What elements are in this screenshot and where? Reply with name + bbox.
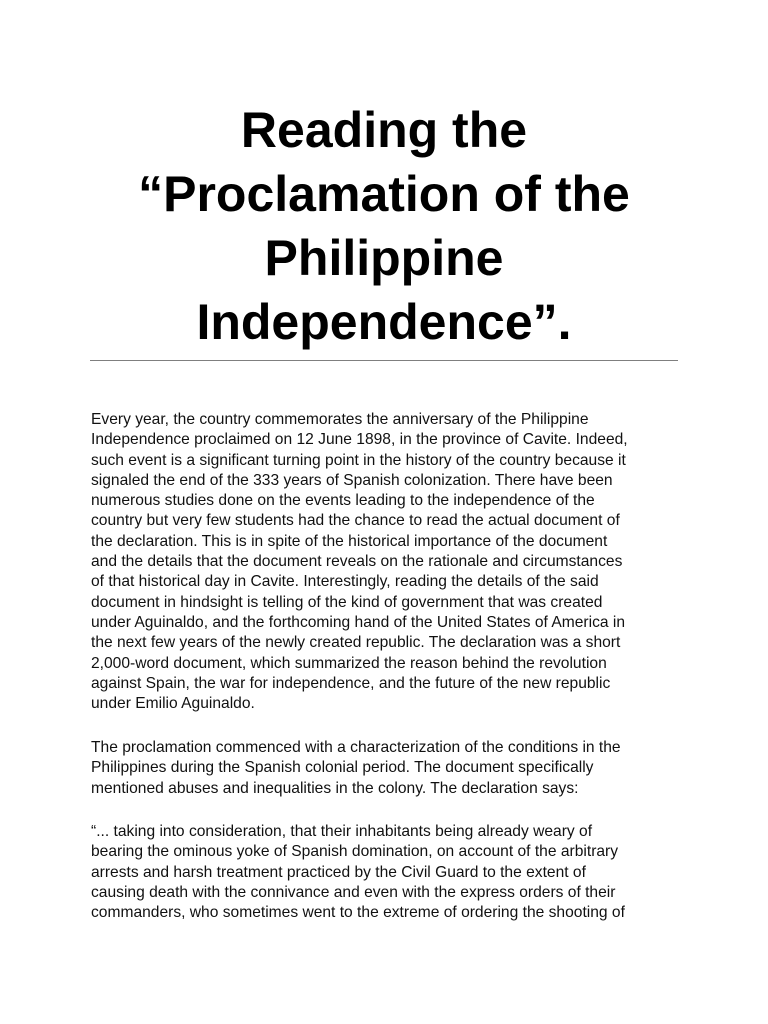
title-line: Independence”. [196, 294, 572, 350]
text-line: The proclamation commenced with a characterization of the conditions in the [91, 739, 621, 756]
text-line: bearing the ominous yoke of Spanish domination, on account of the arbitrary [91, 843, 619, 861]
text-line: Philippines during the Spanish colonial period. The document specifically [91, 759, 594, 777]
paragraph-quote [91, 822, 681, 923]
text-line: of that historical day in Cavite. Interestingly, reading the details of the said [91, 573, 599, 591]
text-line: “... taking into consideration, that their inhabitants being already weary of [91, 823, 593, 840]
text-line: mentioned abuses and inequalities in the colony. The declaration says: [91, 779, 579, 797]
text-line: under Emilio Aguinaldo. [91, 695, 255, 713]
text-line: against Spain, the war for independence, and the future of the new republic [91, 674, 611, 692]
text-line: causing death with the connivance and even with the express orders of their [91, 883, 616, 901]
text-line: signaled the end of the 333 years of Spanish colonization. There have been [91, 471, 613, 489]
text-line: under Aguinaldo, and the forthcoming hand of the United States of America in [91, 613, 626, 631]
text-line: country but very few students had the chance to read the actual document of [91, 512, 620, 530]
text-line: 2,000-word document, which summarized the reason behind the revolution [91, 654, 607, 672]
text-line: document in hindsight is telling of the kind of government that was created [91, 593, 603, 611]
text-line: and the details that the document reveals on the rationale and circumstances [91, 553, 623, 571]
page-title [90, 98, 678, 354]
paragraph-intro [91, 410, 681, 714]
title-divider [90, 360, 678, 361]
text-line: Independence proclaimed on 12 June 1898, in the province of Cavite. Indeed, [91, 431, 628, 449]
paragraph-proclamation [91, 738, 681, 799]
text-line: Every year, the country commemorates the anniversary of the Philippine [91, 411, 589, 428]
title-line: Reading the [240, 102, 528, 158]
text-line: numerous studies done on the events leading to the independence of the [91, 492, 595, 510]
text-line: arrests and harsh treatment practiced by the Civil Guard to the extent of [91, 863, 586, 881]
title-line: Philippine [264, 230, 504, 286]
title-line: “Proclamation of the [138, 166, 630, 222]
text-line: commanders, who sometimes went to the extreme of ordering the shooting of [91, 904, 625, 922]
text-line: such event is a significant turning point in the history of the country because it [91, 451, 626, 469]
text-line: the declaration. This is in spite of the historical importance of the document [91, 532, 608, 550]
text-line: the next few years of the newly created republic. The declaration was a short [91, 634, 621, 652]
